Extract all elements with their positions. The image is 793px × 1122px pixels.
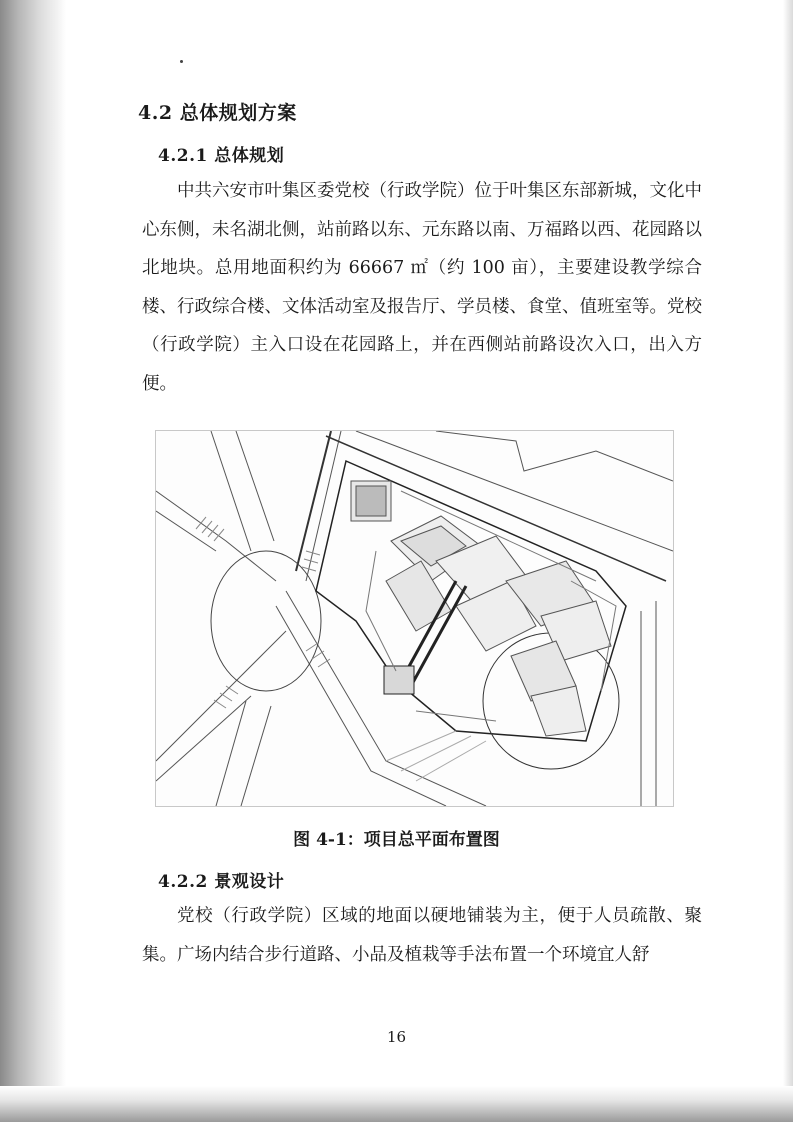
overall-planning-paragraph: 中共六安市叶集区委党校（行政学院）位于叶集区东部新城，文化中心东侧，未名湖北侧，站前路以东、元东路以南、万福路以西、花园路以北地块。总用地面积约为 66667 ㎡（约 100 亩），主要建设教学综合楼、行政综合楼、文体活动室及报告厅、学员楼、食堂、值班室等。党校（行政学院）主入口设在花园路上，并在西侧站前路设次入口，出入方便。 xyxy=(142,181,702,394)
subsection-heading-overall-planning: 4.2.1 总体规划 xyxy=(158,146,285,166)
figure-caption: 图 4-1：项目总平面布置图 xyxy=(293,830,500,850)
scan-speck xyxy=(180,60,183,63)
site-plan-figure xyxy=(155,430,674,807)
section-number: 4.2 xyxy=(138,102,173,124)
section-title: 总体规划方案 xyxy=(179,102,297,124)
landscape-design-paragraph: 党校（行政学院）区域的地面以硬地铺装为主，便于人员疏散、聚集。广场内结合步行道路、小品及植栽等手法布置一个环境宜人舒 xyxy=(142,906,702,965)
site-plan-drawing xyxy=(156,431,673,806)
scan-shadow-bottom xyxy=(0,1086,793,1122)
scan-shadow-right xyxy=(783,0,793,1122)
scan-shadow-left xyxy=(0,0,66,1122)
subsection-heading-landscape-design: 4.2.2 景观设计 xyxy=(158,872,285,892)
page-number: 16 xyxy=(386,1028,407,1046)
section-heading xyxy=(138,98,297,125)
